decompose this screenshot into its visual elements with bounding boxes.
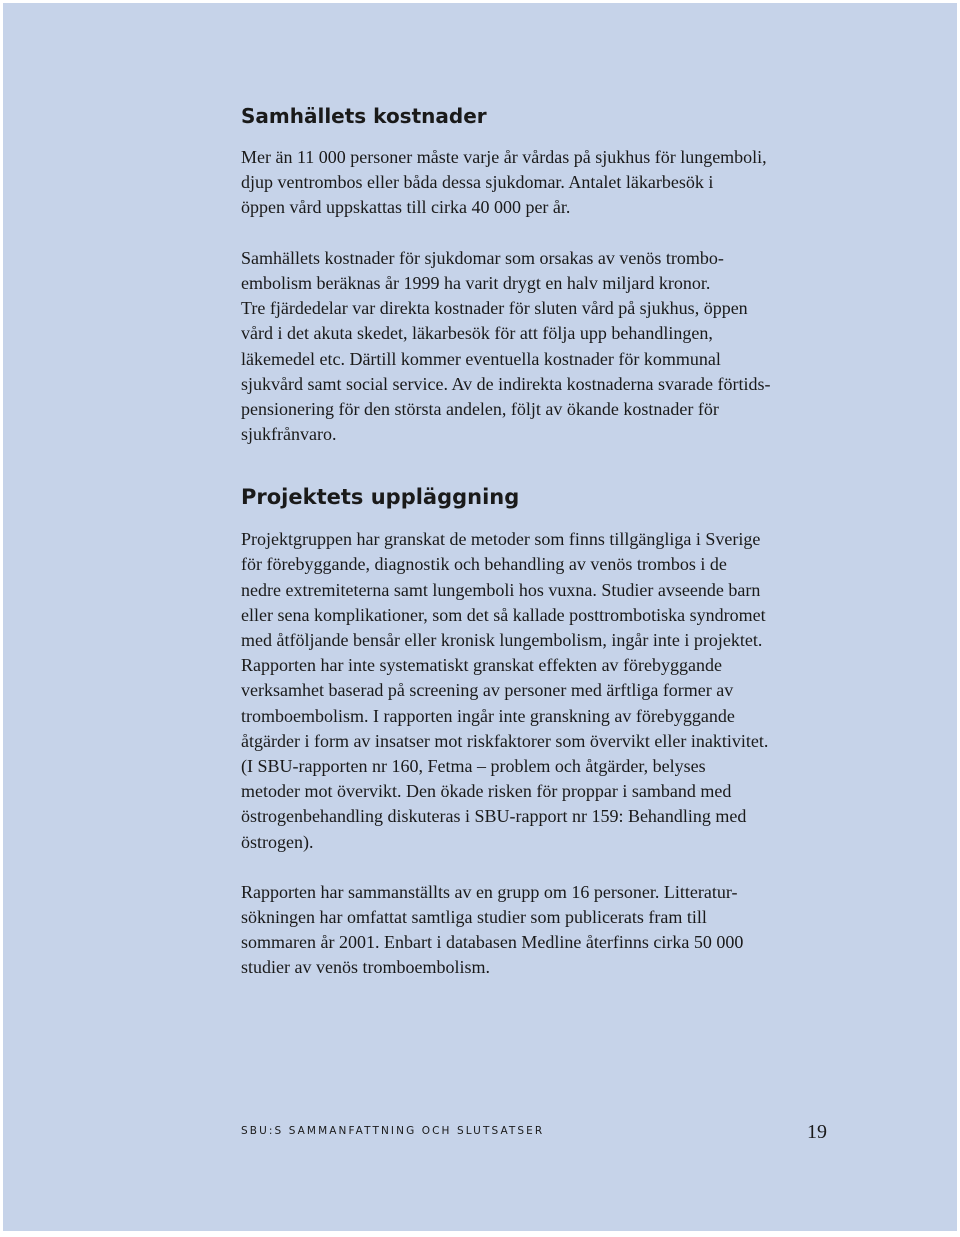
text-line: sökningen har omfattat samtliga studier som publicerats fram till [241, 907, 707, 928]
text-line: sjukvård samt social service. Av de indirekta kostnaderna svarade förtids- [241, 373, 771, 394]
text-line: eller sena komplikationer, som det så kallade posttrombotiska syndromet [241, 604, 766, 625]
text-line: Mer än 11 000 personer måste varje år vårdas på sjukhus för lungemboli, [241, 147, 767, 167]
text-line: Samhällets kostnader för sjukdomar som orsakas av venös trombo- [241, 247, 724, 268]
text-line: nedre extremiteterna samt lungemboli hos vuxna. Studier avseende barn [241, 579, 761, 600]
text-line: östrogenbehandling diskuteras i SBU-rapport nr 159: Behandling med [241, 806, 747, 827]
text-line: pensionering för den största andelen, följt av ökande kostnader för [241, 398, 719, 419]
text-line: läkemedel etc. Därtill kommer eventuella kostnader för kommunal [241, 348, 721, 369]
document-page [3, 3, 957, 1231]
paragraph [241, 527, 841, 854]
text-line: verksamhet baserad på screening av personer med ärftliga former av [241, 680, 734, 701]
text-line: (I SBU-rapporten nr 160, Fetma – problem och åtgärder, belyses [241, 755, 706, 776]
paragraph [241, 880, 841, 981]
text-line: sjukfrånvaro. [241, 424, 337, 445]
text-line: embolism beräknas år 1999 ha varit drygt en halv miljard kronor. [241, 272, 711, 293]
text-line: djup ventrombos eller båda dessa sjukdomar. Antalet läkarbesök i [241, 172, 714, 193]
text-line: Rapporten har inte systematiskt granskat effekten av förebyggande [241, 655, 723, 676]
text-line: öppen vård uppskattas till cirka 40 000 per år. [241, 197, 571, 218]
text-line: Projektgruppen har granskat de metoder som finns tillgängliga i Sverige [241, 529, 761, 550]
text-line: för förebyggande, diagnostik och behandling av venös trombos i de [241, 554, 727, 575]
section-costs [241, 103, 841, 447]
section-project-setup [241, 484, 841, 980]
section-heading: Projektets uppläggning [241, 485, 520, 510]
running-footer-title: SBU:S SAMMANFATTNING OCH SLUTSATSER [241, 1125, 545, 1137]
text-line: tromboembolism. I rapporten ingår inte granskning av förebyggande [241, 705, 735, 726]
text-line: sommaren år 2001. Enbart i databasen Medline återfinns cirka 50 000 [241, 932, 744, 953]
text-line: Tre fjärdedelar var direkta kostnader för sluten vård på sjukhus, öppen [241, 298, 748, 319]
text-line: studier av venös tromboembolism. [241, 957, 490, 978]
section-heading: Samhällets kostnader [241, 104, 487, 128]
paragraph-gap [241, 855, 841, 880]
text-line: metoder mot övervikt. Den ökade risken för proppar i samband med [241, 781, 732, 802]
text-line: med åtföljande bensår eller kronisk lungembolism, ingår inte i projektet. [241, 630, 763, 650]
text-line: Rapporten har sammanställts av en grupp om 16 personer. Litteratur- [241, 881, 738, 902]
paragraph [241, 246, 841, 448]
paragraph-gap [241, 221, 841, 246]
text-line: östrogen). [241, 831, 314, 852]
page-number: 19 [807, 1121, 827, 1143]
page-content [241, 103, 841, 981]
paragraph [241, 145, 841, 221]
text-line: vård i det akuta skedet, läkarbesök för att följa upp behandlingen, [241, 323, 713, 344]
text-line: åtgärder i form av insatser mot riskfaktorer som övervikt eller inaktivitet. [241, 730, 769, 751]
page-footer [241, 1123, 831, 1143]
